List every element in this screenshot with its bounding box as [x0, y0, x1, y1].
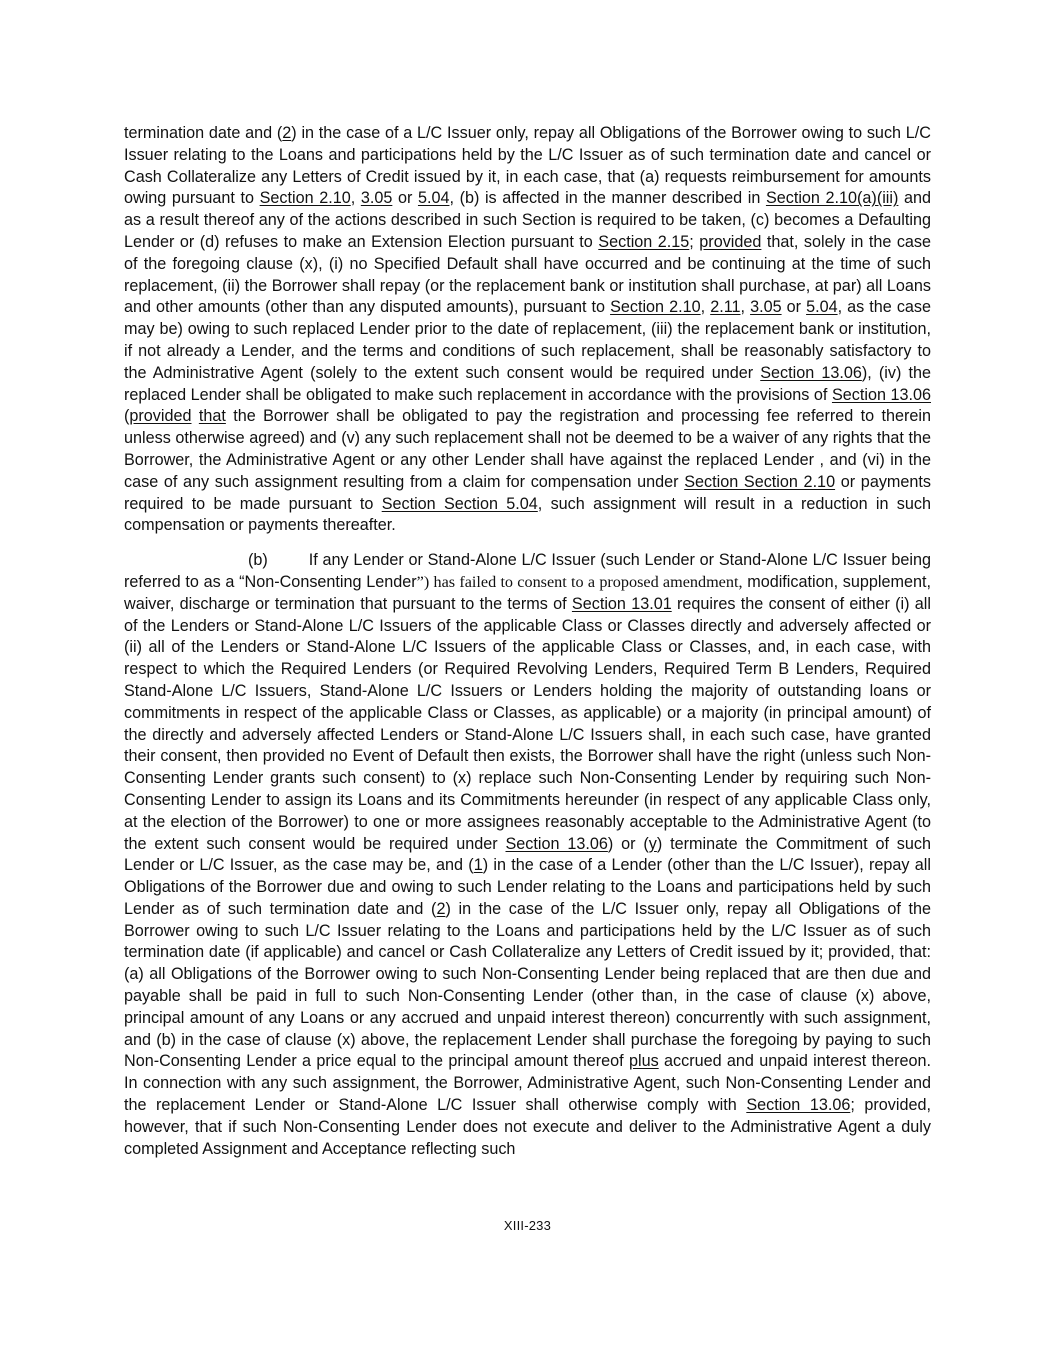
text-run: termination date and (	[124, 124, 283, 142]
text-run: accrued and unpaid interest thereon. In connection with any such assignment, the Borrower, Administrative Agent, such Non-Consenting Lender and the replacement Lender or Stand-Alone L/C Issuer shall otherwise comply with	[124, 1052, 931, 1115]
paragraph-continuation	[124, 123, 931, 537]
cross-reference: Section 13.06	[746, 1096, 851, 1115]
cross-reference: provided	[129, 407, 192, 426]
text-run: , such assignment will result in a reduction in such compensation or payments thereafter.	[124, 494, 931, 535]
cross-reference: Section 13.06	[831, 385, 931, 404]
document-body	[124, 123, 931, 1160]
cross-reference: 2	[436, 899, 446, 918]
cross-reference: 1	[473, 856, 483, 875]
cross-reference: that	[198, 407, 226, 426]
cross-reference: 3.05	[750, 298, 782, 317]
cross-reference: Section 2.10(a)(iii)	[765, 189, 899, 208]
cross-reference: 2	[282, 124, 292, 142]
cross-reference: 3.05	[360, 189, 393, 208]
text-run: or payments required to be made pursuant to	[124, 472, 931, 513]
text-run	[192, 407, 199, 425]
text-run: ,	[350, 189, 361, 208]
cross-reference: Section 13.06	[505, 834, 608, 853]
text-run: ) or (	[607, 834, 649, 853]
cross-reference: Section 13.01	[571, 594, 672, 613]
text-run: and as a result thereof any of the actions described in such Section is required to be taken, (c) becomes a Defaulting Lender or (d) refuses to make an Extension Election pursuant to	[124, 189, 932, 251]
text-run: If any Lender or Stand-Alone L/C Issuer (such Lender or Stand-Alone L/C Issuer being referred to as a “Non-Consenting Lender	[124, 551, 931, 591]
text-run: or	[781, 298, 807, 317]
text-run: requires the consent of either (i) all of the Lenders or Stand-Alone L/C Issuers of the applicable Class or Classes directly and adversely affected or (ii) all of the Lenders or Stand-Alone L/C Issuers of the applicable Class or Classes, and, in each case, with respect to which the Required Lenders (or Required Revolving Lenders, Required Term B Lenders, Required Stand-Alone L/C Issuers, Stand-Alone L/C Issuers or Lenders holding the majority of outstanding loans or commitments in respect of the applicable Class or Classes, as applicable) or a majority (in principal amount) of the directly and adversely affected Lenders or Stand-Alone L/C Issuers shall, in each such case, have granted their consent, then provided no Event of Default then exists, the Borrower shall have the right (unless such Non-Consenting Lender grants such consent) to (x) replace such Non-Consenting Lender by requiring such Non-Consenting Lender to assign its Loans and its Commitments hereunder (in respect of any applicable Class only, at the election of the Borrower) to one or more assignees reasonably acceptable to the Administrative Agent (to the extent such consent would be required under	[124, 594, 932, 853]
text-run: modification, supplement, waiver, discharge or termination that pursuant to the terms of	[124, 572, 931, 613]
text-run: ) in the case of a Lender (other than the L/C Issuer), repay all Obligations of the Borrower due and owing to such Lender relating to the Loans and participations held by such Lender as of such termination date and (	[124, 856, 931, 918]
paragraph-label: (b)	[248, 551, 268, 570]
text-run: or	[392, 189, 418, 208]
paragraph-b	[124, 550, 931, 1160]
cross-reference: plus	[628, 1052, 659, 1071]
text-run: ; provided, however, that if such Non-Consenting Lender does not execute and deliver to the Administrative Agent a duly completed Assignment and Acceptance reflecting such	[124, 1096, 931, 1158]
cross-reference: provided	[699, 232, 762, 251]
text-run: ) in the case of a L/C Issuer only, repay all Obligations of the Borrower owing to such L/C Issuer relating to the Loans and participations held by the L/C Issuer as of such termination date and cancel or Cash Collateralize any Letters of Credit issued by it, in each case, that (a) requests reimbursement for amounts owing pursuant to	[124, 124, 931, 208]
cross-reference: y	[648, 834, 657, 853]
text-run: the Borrower shall be obligated to pay the registration and processing fee referred to therein unless otherwise agreed) and (v) any such replacement shall not be deemed to be a waiver of any rights that the Borrower, the Administrative Agent or any other Lender shall have against the replaced Lender , and (vi) in the case of any such assignment resulting from a claim for compensation under	[124, 407, 932, 491]
cross-reference: 5.04	[417, 189, 450, 208]
text-run: ”) has failed to consent to a proposed amendment,	[416, 572, 743, 591]
cross-reference: Section Section 2.10	[684, 472, 836, 491]
text-run: ,	[700, 298, 711, 317]
text-run: ,	[740, 298, 751, 317]
text-run: ) in the case of the L/C Issuer only, repay all Obligations of the Borrower owing to such L/C Issuer relating to the Loans and participations held by the L/C Issuer as of such termination date (if applicable) and cancel or Cash Collateralize any Letters of Credit issued by it; provided, that: (a) all Obligations of the Borrower owing to such Non-Consenting Lender being replaced that are then due and payable shall be paid in full to such Non-Consenting Lender (other than, in the case of clause (x) above, principal amount of any Loans or any accrued and unpaid interest thereon) concurrently with such assignment, and (b) in the case of clause (x) above, the replacement Lender shall purchase the foregoing by paying to such Non-Consenting Lender a price equal to the principal amount thereof	[124, 899, 932, 1071]
text-run: , as the case may be) owing to such replaced Lender prior to the date of replacement, (iii) the replacement bank or institution, if not already a Lender, and the terms and conditions of such replacement, shall be reasonably satisfactory to the Administrative Agent (solely to the extent such consent would be required under	[124, 298, 932, 382]
cross-reference: Section 2.10	[259, 189, 351, 208]
cross-reference: Section 2.10	[610, 298, 701, 317]
text-run: ;	[689, 232, 700, 251]
cross-reference: Section Section 5.04	[381, 494, 538, 513]
text-run: (	[124, 407, 130, 426]
cross-reference: Section 13.06	[760, 363, 862, 382]
page-number: XIII-233	[503, 1218, 552, 1233]
cross-reference: 2.11	[710, 298, 741, 317]
text-run: ), (iv) the replaced Lender shall be obligated to make such replacement in accordance with the provisions of	[124, 363, 931, 404]
text-run: , (b) is affected in the manner described in	[449, 189, 766, 208]
text-run: ) terminate the Commitment of such Lender or L/C Issuer, as the case may be, and (	[124, 834, 932, 875]
text-run: that, solely in the case of the foregoing clause (x), (i) no Specified Default shall have occurred and be continuing at the time of such replacement, (ii) the Borrower shall repay (or the replacement bank or institution shall purchase, at par) all Loans and other amounts (other than any disputed amounts), pursuant to	[124, 232, 932, 317]
cross-reference: Section 2.15	[598, 232, 690, 251]
cross-reference: 5.04	[806, 298, 838, 317]
